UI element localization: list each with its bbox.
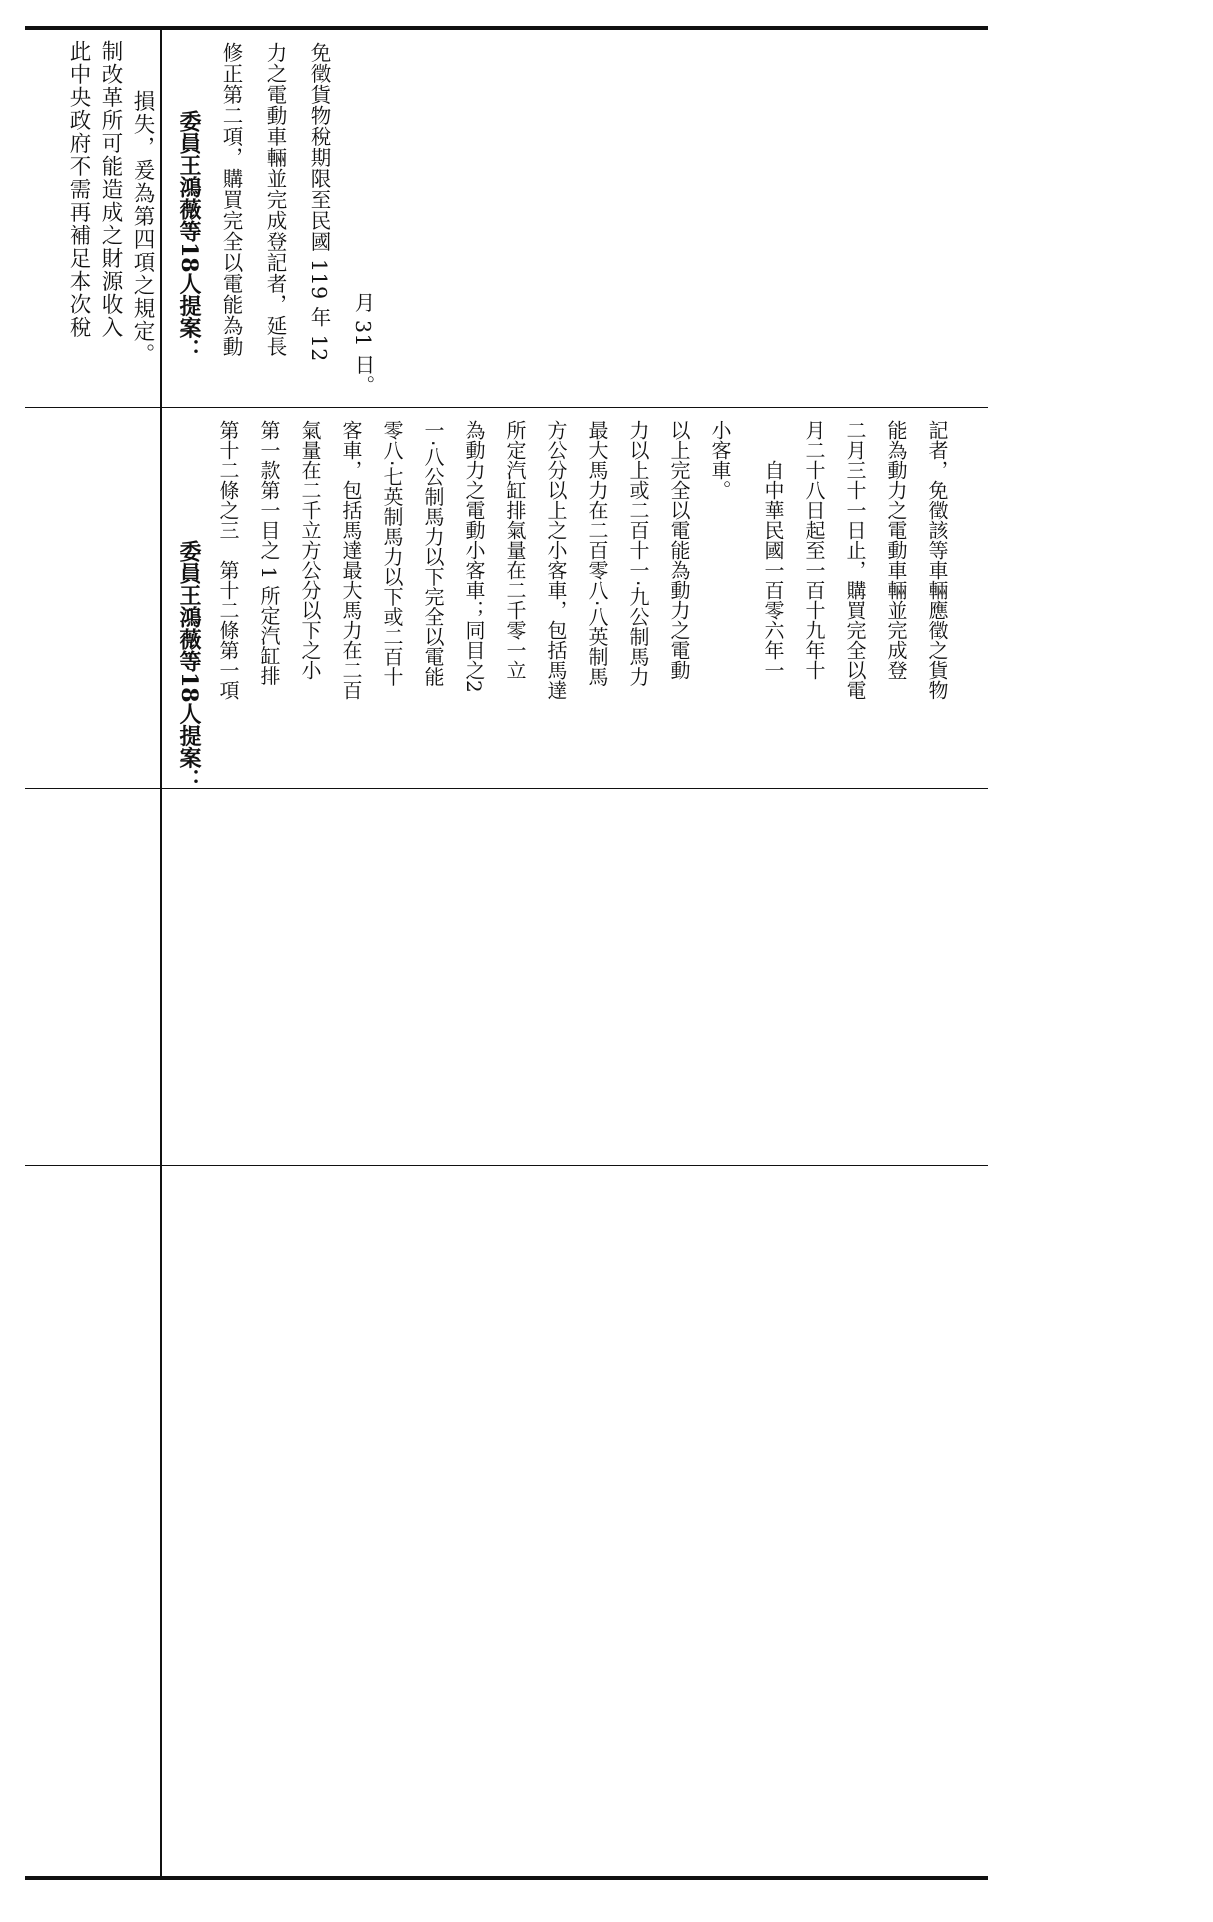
article-line-3: 氣量在二千立方公分以下之小 xyxy=(298,420,322,680)
article-line-10: 最大馬力在二百零八‧八英制馬 xyxy=(585,420,609,687)
article-line-9: 方公分以上之小客車，包括馬達 xyxy=(544,420,568,700)
article-line-16: 二月三十一日止，購買完全以電 xyxy=(843,420,867,700)
article-line-11: 力以上或二百十一‧九公制馬力 xyxy=(626,420,650,687)
explanation-line-2: 制改革所可能造成之財源收入 xyxy=(98,40,123,339)
proposal-summary-heading: 委員王鴻薇等18人提案： xyxy=(176,110,202,361)
explanation-cell xyxy=(25,30,160,407)
empty-cell-lower xyxy=(162,789,988,1165)
article-line-4: 客車，包括馬達最大馬力在二百 xyxy=(339,420,363,700)
article-heading: 委員王鴻薇等18人提案： xyxy=(176,540,202,791)
article-text-cell xyxy=(162,408,988,791)
article-line-1: 第十二條之三 第十二條第一項 xyxy=(216,420,240,700)
proposal-summary-line-3: 免徵貨物稅期限至民國 119 年 12 xyxy=(307,42,331,362)
article-line-15: 月二十八日起至一百十九年十 xyxy=(802,420,826,680)
article-line-17: 能為動力之電動車輛並完成登 xyxy=(884,420,908,680)
article-line-5: 零八‧七英制馬力以下或二百十 xyxy=(380,420,404,687)
table-bottom-border xyxy=(25,1876,988,1880)
explanation-line-3: 損失，爰為第四項之規定。 xyxy=(130,90,155,366)
article-line-2: 第一款第一目之 1 所定汽缸排 xyxy=(257,420,281,686)
explanation-line-1: 此中央政府不需再補足本次稅 xyxy=(66,40,91,339)
article-line-7: 為動力之電動小客車；同目之2 xyxy=(462,420,486,693)
article-line-14: 自中華民國一百零六年一 xyxy=(761,420,785,680)
article-line-18: 記者，免徵該等車輛應徵之貨物 xyxy=(925,420,949,700)
proposal-summary-cell xyxy=(162,30,988,407)
article-line-8: 所定汽缸排氣量在二千零一立 xyxy=(503,420,527,680)
article-line-12: 以上完全以電能為動力之電動 xyxy=(667,420,691,680)
article-line-6: 一‧八公制馬力以下完全以電能 xyxy=(421,420,445,687)
proposal-summary-line-4: 月 31 日。 xyxy=(351,292,375,397)
proposal-summary-line-2: 力之電動車輛並完成登記者，延長 xyxy=(263,42,287,357)
proposal-summary-line-1: 修正第二項，購買完全以電能為動 xyxy=(219,42,243,357)
article-line-13: 小客車。 xyxy=(708,420,732,500)
empty-cell-bottom xyxy=(162,1166,988,1876)
